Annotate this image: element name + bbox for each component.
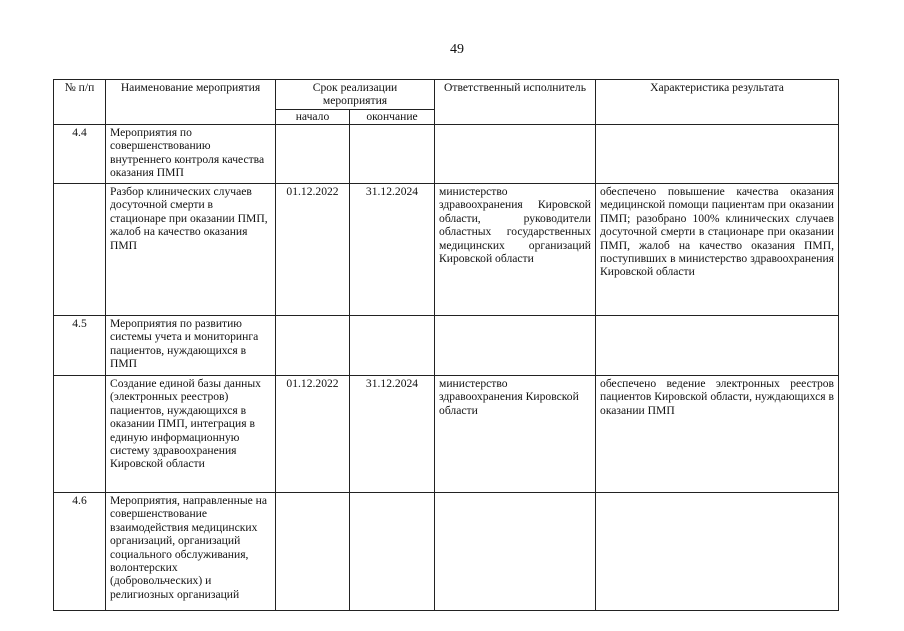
row-start: 01.12.2022 (276, 376, 350, 493)
row-num: 4.4 (54, 125, 106, 184)
row-result (596, 125, 839, 184)
row-end (350, 316, 435, 376)
row-result (596, 316, 839, 376)
header-start: начало (276, 110, 350, 125)
row-executor (435, 493, 596, 611)
row-result (596, 493, 839, 611)
row-executor (435, 125, 596, 184)
row-end: 31.12.2024 (350, 376, 435, 493)
table-row (54, 125, 839, 184)
table-row (54, 376, 839, 493)
table-row (54, 316, 839, 376)
header-executor: Ответственный исполнитель (435, 80, 596, 125)
row-end: 31.12.2024 (350, 184, 435, 316)
row-start (276, 316, 350, 376)
row-num (54, 184, 106, 316)
row-executor: министерство здравоохранения Кировской области, руководители областных государственных медицинских организаций Кировской области (435, 184, 596, 316)
row-name: Мероприятия, направленные на совершенствование взаимодействия медицинских организаций, организаций социального обслуживания, волонтерских (добровольческих) и религиозных организаций (106, 493, 276, 611)
row-start (276, 493, 350, 611)
table-row (54, 184, 839, 316)
row-start: 01.12.2022 (276, 184, 350, 316)
page-number: 49 (450, 42, 464, 57)
row-name: Разбор клинических случаев досуточной смерти в стационаре при оказании ПМП, жалоб на качество оказания ПМП (106, 184, 276, 316)
row-end (350, 125, 435, 184)
row-result: обеспечено ведение электронных реестров пациентов Кировской области, нуждающихся в оказании ПМП (596, 376, 839, 493)
header-row (54, 80, 839, 110)
header-end: окончание (350, 110, 435, 125)
row-num: 4.5 (54, 316, 106, 376)
row-executor (435, 316, 596, 376)
row-start (276, 125, 350, 184)
row-name: Мероприятия по развитию системы учета и мониторинга пациентов, нуждающихся в ПМП (106, 316, 276, 376)
header-period: Срок реализации мероприятия (276, 80, 435, 110)
header-num: № п/п (54, 80, 106, 125)
header-name: Наименование мероприятия (106, 80, 276, 125)
row-end (350, 493, 435, 611)
header-result: Характеристика результата (596, 80, 839, 125)
table-row (54, 493, 839, 611)
row-executor: министерство здравоохранения Кировской области (435, 376, 596, 493)
row-num (54, 376, 106, 493)
row-num: 4.6 (54, 493, 106, 611)
row-name: Мероприятия по совершенствованию внутреннего контроля качества оказания ПМП (106, 125, 276, 184)
measures-table (53, 79, 839, 611)
row-result: обеспечено повышение качества оказания медицинской помощи пациентам при оказании ПМП; разобрано 100% клинических случаев досуточной смерти в стационаре при оказании ПМП, жалоб на качество оказания ПМП, поступивших в министерство здравоохранения Кировской области (596, 184, 839, 316)
row-name: Создание единой базы данных (электронных реестров) пациентов, нуждающихся в оказании ПМП, интеграция в единую информационную систему здравоохранения Кировской области (106, 376, 276, 493)
